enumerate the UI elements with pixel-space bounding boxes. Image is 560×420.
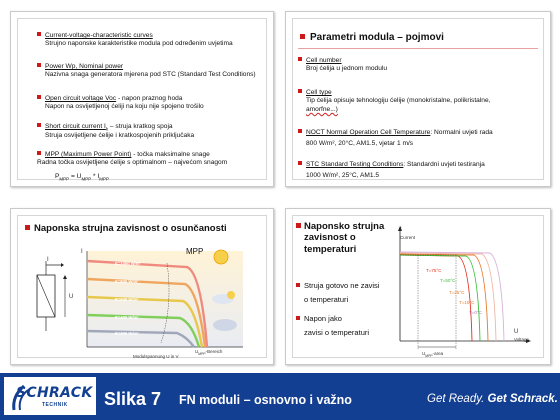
list-item — [298, 57, 387, 74]
list-item — [296, 312, 369, 341]
curve-label: E=200 W/m² — [115, 331, 139, 336]
list-item — [298, 161, 485, 181]
formula-sub: MPP — [99, 176, 110, 182]
item-heading: Open circuit voltage Voc — [45, 95, 117, 102]
item-heading — [45, 123, 108, 130]
chart-x-caption: Modulspannung U in V — [133, 354, 179, 359]
item-heading: NOCT Normal Operation Cell Temperature — [306, 129, 431, 136]
item-heading: Current-voltage-characteristic curves — [45, 32, 153, 39]
curve-label: E=400 W/m² — [115, 315, 139, 320]
item-text: 800 W/m², 20°C, AM1.5, vjetar 1 m/s — [306, 140, 414, 148]
figure-title: FN moduli – osnovno i važno — [179, 393, 352, 407]
bullet-icon — [298, 57, 302, 61]
item-heading: Cell number — [306, 57, 342, 64]
schrack-logo — [4, 377, 96, 415]
slogan — [427, 393, 558, 405]
slide-thumbnail-2[interactable] — [285, 11, 551, 187]
chart-x-label: U — [514, 329, 519, 335]
formula-p: P — [55, 173, 60, 180]
slide-title-text: Parametri modula – pojmovi — [310, 32, 444, 43]
item-text: 1000 W/m², 25°C, AM1.5 — [306, 172, 379, 180]
umpp-u: U — [195, 349, 199, 354]
item-text: Struja gotovo ne zavisi — [304, 281, 380, 290]
item-heading-tail: : Standardni uvjeti testiranja — [403, 161, 485, 168]
bullet-icon — [298, 129, 302, 133]
item-heading: Cell type — [306, 89, 332, 96]
title-divider — [298, 48, 538, 49]
slogan-part: Get Ready. — [427, 393, 485, 405]
list-item — [37, 123, 194, 141]
slide-thumbnail-3[interactable] — [10, 208, 274, 365]
item-heading-sub: k — [105, 126, 109, 132]
item-text: Napon na osvijetljenoj ćeliji na koju nije spojeno trošilo — [45, 103, 204, 111]
umpp-u: U — [422, 351, 426, 356]
temp-label: T=25°C — [449, 290, 465, 295]
bullet-icon — [296, 316, 300, 320]
item-heading-tail: - točka maksimalne snage — [131, 151, 210, 158]
list-item — [298, 129, 493, 149]
curve-label: E=1000 W/m² — [115, 261, 141, 266]
formula-eq: = U — [69, 173, 82, 180]
bullet-icon — [37, 123, 41, 127]
item-heading-tail: – struja kratkog spoja — [108, 123, 173, 130]
chart-y-label: I — [400, 227, 402, 233]
temp-label: T=0°C — [469, 310, 482, 315]
umpp-tail: -Bereich — [205, 349, 223, 354]
list-item — [37, 95, 204, 112]
umpp-sub: MPP — [198, 351, 206, 356]
list-item — [37, 32, 233, 49]
mpp-label: MPP — [186, 247, 204, 256]
current-label: I — [47, 257, 49, 263]
formula-sub: MPP — [59, 176, 70, 182]
item-text: Tip ćelija opisuje tehnologiju ćelije (monokristalne, polikristalne, — [306, 97, 491, 105]
temp-label: T=75°C — [426, 268, 442, 273]
footer-bar — [0, 371, 560, 420]
item-text: amorfne...) — [306, 105, 338, 113]
sun-icon — [227, 291, 235, 299]
bullet-icon — [296, 223, 301, 228]
list-item — [298, 89, 490, 114]
solar-module-schematic — [23, 255, 74, 335]
bullet-icon — [296, 283, 300, 287]
umpp-tail: -area — [432, 351, 444, 356]
slide-thumbnail-1[interactable] — [10, 11, 274, 187]
slide-title — [300, 32, 444, 43]
voltage-label: U — [69, 294, 74, 300]
umpp-caption — [195, 349, 222, 356]
sun-icon — [214, 250, 228, 264]
formula-mul: * I — [91, 173, 100, 180]
logo-subtext: TECHNIK — [42, 402, 68, 408]
umpp-caption — [422, 351, 443, 358]
list-item — [37, 63, 256, 80]
bullet-icon — [25, 225, 30, 230]
item-heading: MPP (Maximum Power Point) — [45, 151, 132, 158]
chart-x-caption: Voltage — [514, 337, 530, 342]
item-text: Napon jako — [304, 314, 342, 323]
footer-separator — [0, 371, 560, 373]
item-text: zavisi o temperaturi — [304, 328, 370, 338]
curve-t10 — [400, 253, 496, 341]
curve-label: E=600 W/m² — [115, 297, 139, 302]
curve-t25 — [400, 254, 488, 341]
item-text: Radna točka osvijetljene ćelije s optimalnom – najvećom snagom — [37, 159, 228, 167]
bullet-icon — [37, 32, 41, 36]
item-text: Struja osvijetljene ćelije i kratkospojenih priključaka — [45, 132, 195, 140]
bullet-icon — [298, 89, 302, 93]
curve-label: E=800 W/m² — [115, 279, 139, 284]
formula-sub: MPP — [81, 176, 92, 182]
chart-y-label: I — [81, 249, 83, 255]
item-heading-tail: : Normalni uvjeti rada — [430, 129, 493, 136]
item-text: o temperaturi — [304, 295, 349, 305]
bullet-icon — [37, 151, 41, 155]
irradiance-iu-chart — [75, 245, 247, 357]
slide-title-line: zavisnost o — [304, 232, 356, 244]
slide-title — [296, 221, 384, 255]
bullet-icon — [37, 63, 41, 67]
slide-title-text: Naponska strujna zavisnost o osunčanosti — [34, 223, 227, 234]
bullet-icon — [298, 161, 302, 165]
slide-title — [25, 223, 227, 234]
chart-y-caption: Current — [400, 235, 416, 240]
logo-text: SCHRACK — [16, 385, 93, 401]
slide-title-line: Naponsko strujna — [304, 221, 385, 232]
item-heading: STC Standard Testing Conditions — [306, 161, 404, 168]
formula — [55, 173, 109, 182]
slide-title-line: temperaturi — [304, 243, 357, 255]
item-text: Broj ćelija u jednom modulu — [306, 65, 387, 73]
item-heading-tail: - napon praznog hoda — [116, 95, 183, 102]
bullet-icon — [300, 34, 305, 39]
item-text: Nazivna snaga generatora mjerena pod STC (Standard Test Conditions) — [45, 71, 256, 79]
item-text: Strujno naponske karakteristike modula pod određenim uvjetima — [45, 40, 233, 48]
item-heading: Power Wp, Nominal power — [45, 63, 124, 70]
umpp-sub: MPP — [425, 353, 433, 358]
list-item — [37, 151, 227, 168]
slide-thumbnail-4[interactable] — [285, 208, 551, 365]
item-heading-main: Short circuit current I — [45, 123, 106, 130]
bullet-icon — [37, 95, 41, 99]
figure-number: Slika 7 — [104, 389, 162, 409]
list-item — [296, 279, 379, 308]
temp-label: T=50°C — [440, 278, 456, 283]
cloud-icon — [213, 319, 237, 331]
slogan-brand: Get Schrack. — [487, 393, 558, 405]
temp-label: T=10°C — [459, 300, 475, 305]
